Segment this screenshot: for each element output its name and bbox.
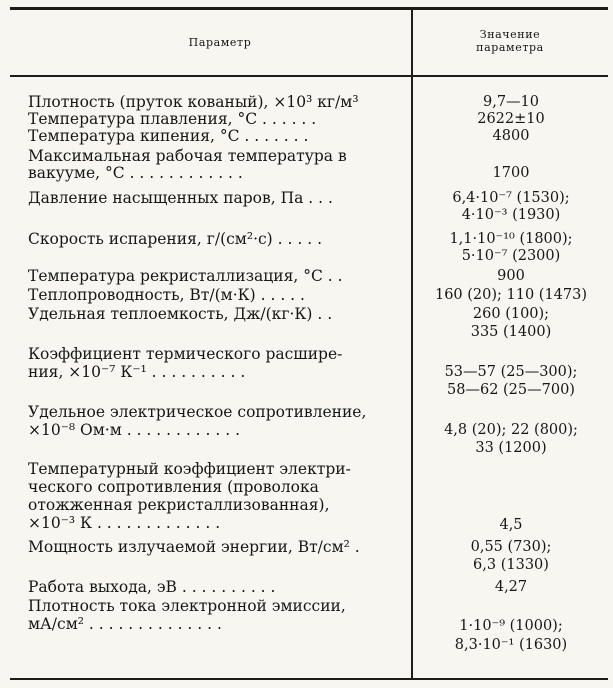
- value-recrystallization-temperature: 900: [497, 268, 525, 284]
- value-specific-heat-line2: 335 (1400): [470, 324, 552, 340]
- table-header-rule: [10, 75, 608, 77]
- param-evaporation-rate: Скорость испарения, г/(см²·с) . . . . .: [28, 230, 322, 248]
- param-density: Плотность (пруток кованый), ×10³ кг/м³: [28, 93, 359, 111]
- table-top-rule: [10, 7, 608, 10]
- value-vapor-pressure-line1: 6,4·10⁻⁷ (1530);: [452, 190, 570, 206]
- value-emission-current-line2: 8,3·10⁻¹ (1630): [454, 637, 568, 653]
- value-max-working-temperature: 1700: [492, 165, 530, 181]
- header-parameter: Параметр: [188, 36, 252, 49]
- value-emission-current-line1: 1·10⁻⁹ (1000);: [459, 618, 563, 634]
- param-emission-current-line1: Плотность тока электронной эмиссии,: [28, 597, 346, 615]
- param-melting-temperature: Температура плавления, °С . . . . . .: [28, 110, 317, 128]
- param-thermal-expansion-line1: Коэффициент термического расшире-: [28, 345, 343, 363]
- value-electrical-resistivity-line2: 33 (1200): [475, 440, 547, 456]
- param-boiling-temperature: Температура кипения, °С . . . . . . .: [28, 127, 309, 145]
- param-max-working-temperature-line1: Максимальная рабочая температура в: [28, 147, 347, 165]
- param-specific-heat: Удельная теплоемкость, Дж/(кг·К) . .: [28, 305, 333, 323]
- param-temp-coefficient-line2: ческого сопротивления (проволока: [28, 478, 319, 496]
- header-value-line2: параметра: [476, 41, 544, 54]
- param-recrystallization-temperature: Температура рекристаллизация, °С . .: [28, 267, 343, 285]
- param-emission-current-line2: мА/см² . . . . . . . . . . . . . .: [28, 615, 222, 633]
- param-work-function: Работа выхода, эВ . . . . . . . . . .: [28, 578, 276, 596]
- param-thermal-conductivity: Теплопроводность, Вт/(м·К) . . . . .: [28, 286, 305, 304]
- value-boiling-temperature: 4800: [492, 128, 530, 144]
- value-melting-temperature: 2622±10: [477, 111, 545, 127]
- param-max-working-temperature-line2: вакууме, °С . . . . . . . . . . . .: [28, 164, 243, 182]
- param-temp-coefficient-line1: Температурный коэффициент электри-: [28, 460, 351, 478]
- value-radiated-power-line1: 0,55 (730);: [470, 539, 552, 555]
- param-thermal-expansion-line2: ния, ×10⁻⁷ К⁻¹ . . . . . . . . . .: [28, 363, 246, 381]
- value-evaporation-rate-line1: 1,1·10⁻¹⁰ (1800);: [449, 231, 573, 247]
- value-thermal-expansion-line1: 53—57 (25—300);: [444, 364, 578, 380]
- value-electrical-resistivity-line1: 4,8 (20); 22 (800);: [444, 422, 578, 438]
- header-value: [430, 28, 590, 54]
- value-specific-heat-line1: 260 (100);: [472, 306, 550, 322]
- value-evaporation-rate-line2: 5·10⁻⁷ (2300): [461, 248, 561, 264]
- value-thermal-expansion-line2: 58—62 (25—700): [447, 382, 575, 398]
- param-electrical-resistivity-line2: ×10⁻⁸ Ом·м . . . . . . . . . . . .: [28, 421, 241, 439]
- value-density: 9,7—10: [482, 94, 539, 110]
- value-radiated-power-line2: 6,3 (1330): [473, 557, 549, 573]
- value-vapor-pressure-line2: 4·10⁻³ (1930): [461, 207, 561, 223]
- param-electrical-resistivity-line1: Удельное электрическое сопротивление,: [28, 403, 367, 421]
- value-temp-coefficient: 4,5: [499, 517, 523, 533]
- param-temp-coefficient-line4: ×10⁻³ К . . . . . . . . . . . . .: [28, 514, 221, 532]
- param-radiated-power: Мощность излучаемой энергии, Вт/см² .: [28, 538, 360, 556]
- value-work-function: 4,27: [494, 579, 528, 595]
- value-thermal-conductivity: 160 (20); 110 (1473): [434, 287, 588, 303]
- table-bottom-rule: [10, 678, 608, 680]
- param-vapor-pressure: Давление насыщенных паров, Па . . .: [28, 189, 333, 207]
- param-temp-coefficient-line3: отожженная рекристаллизованная),: [28, 496, 330, 514]
- header-value-line1: Значение: [479, 28, 541, 41]
